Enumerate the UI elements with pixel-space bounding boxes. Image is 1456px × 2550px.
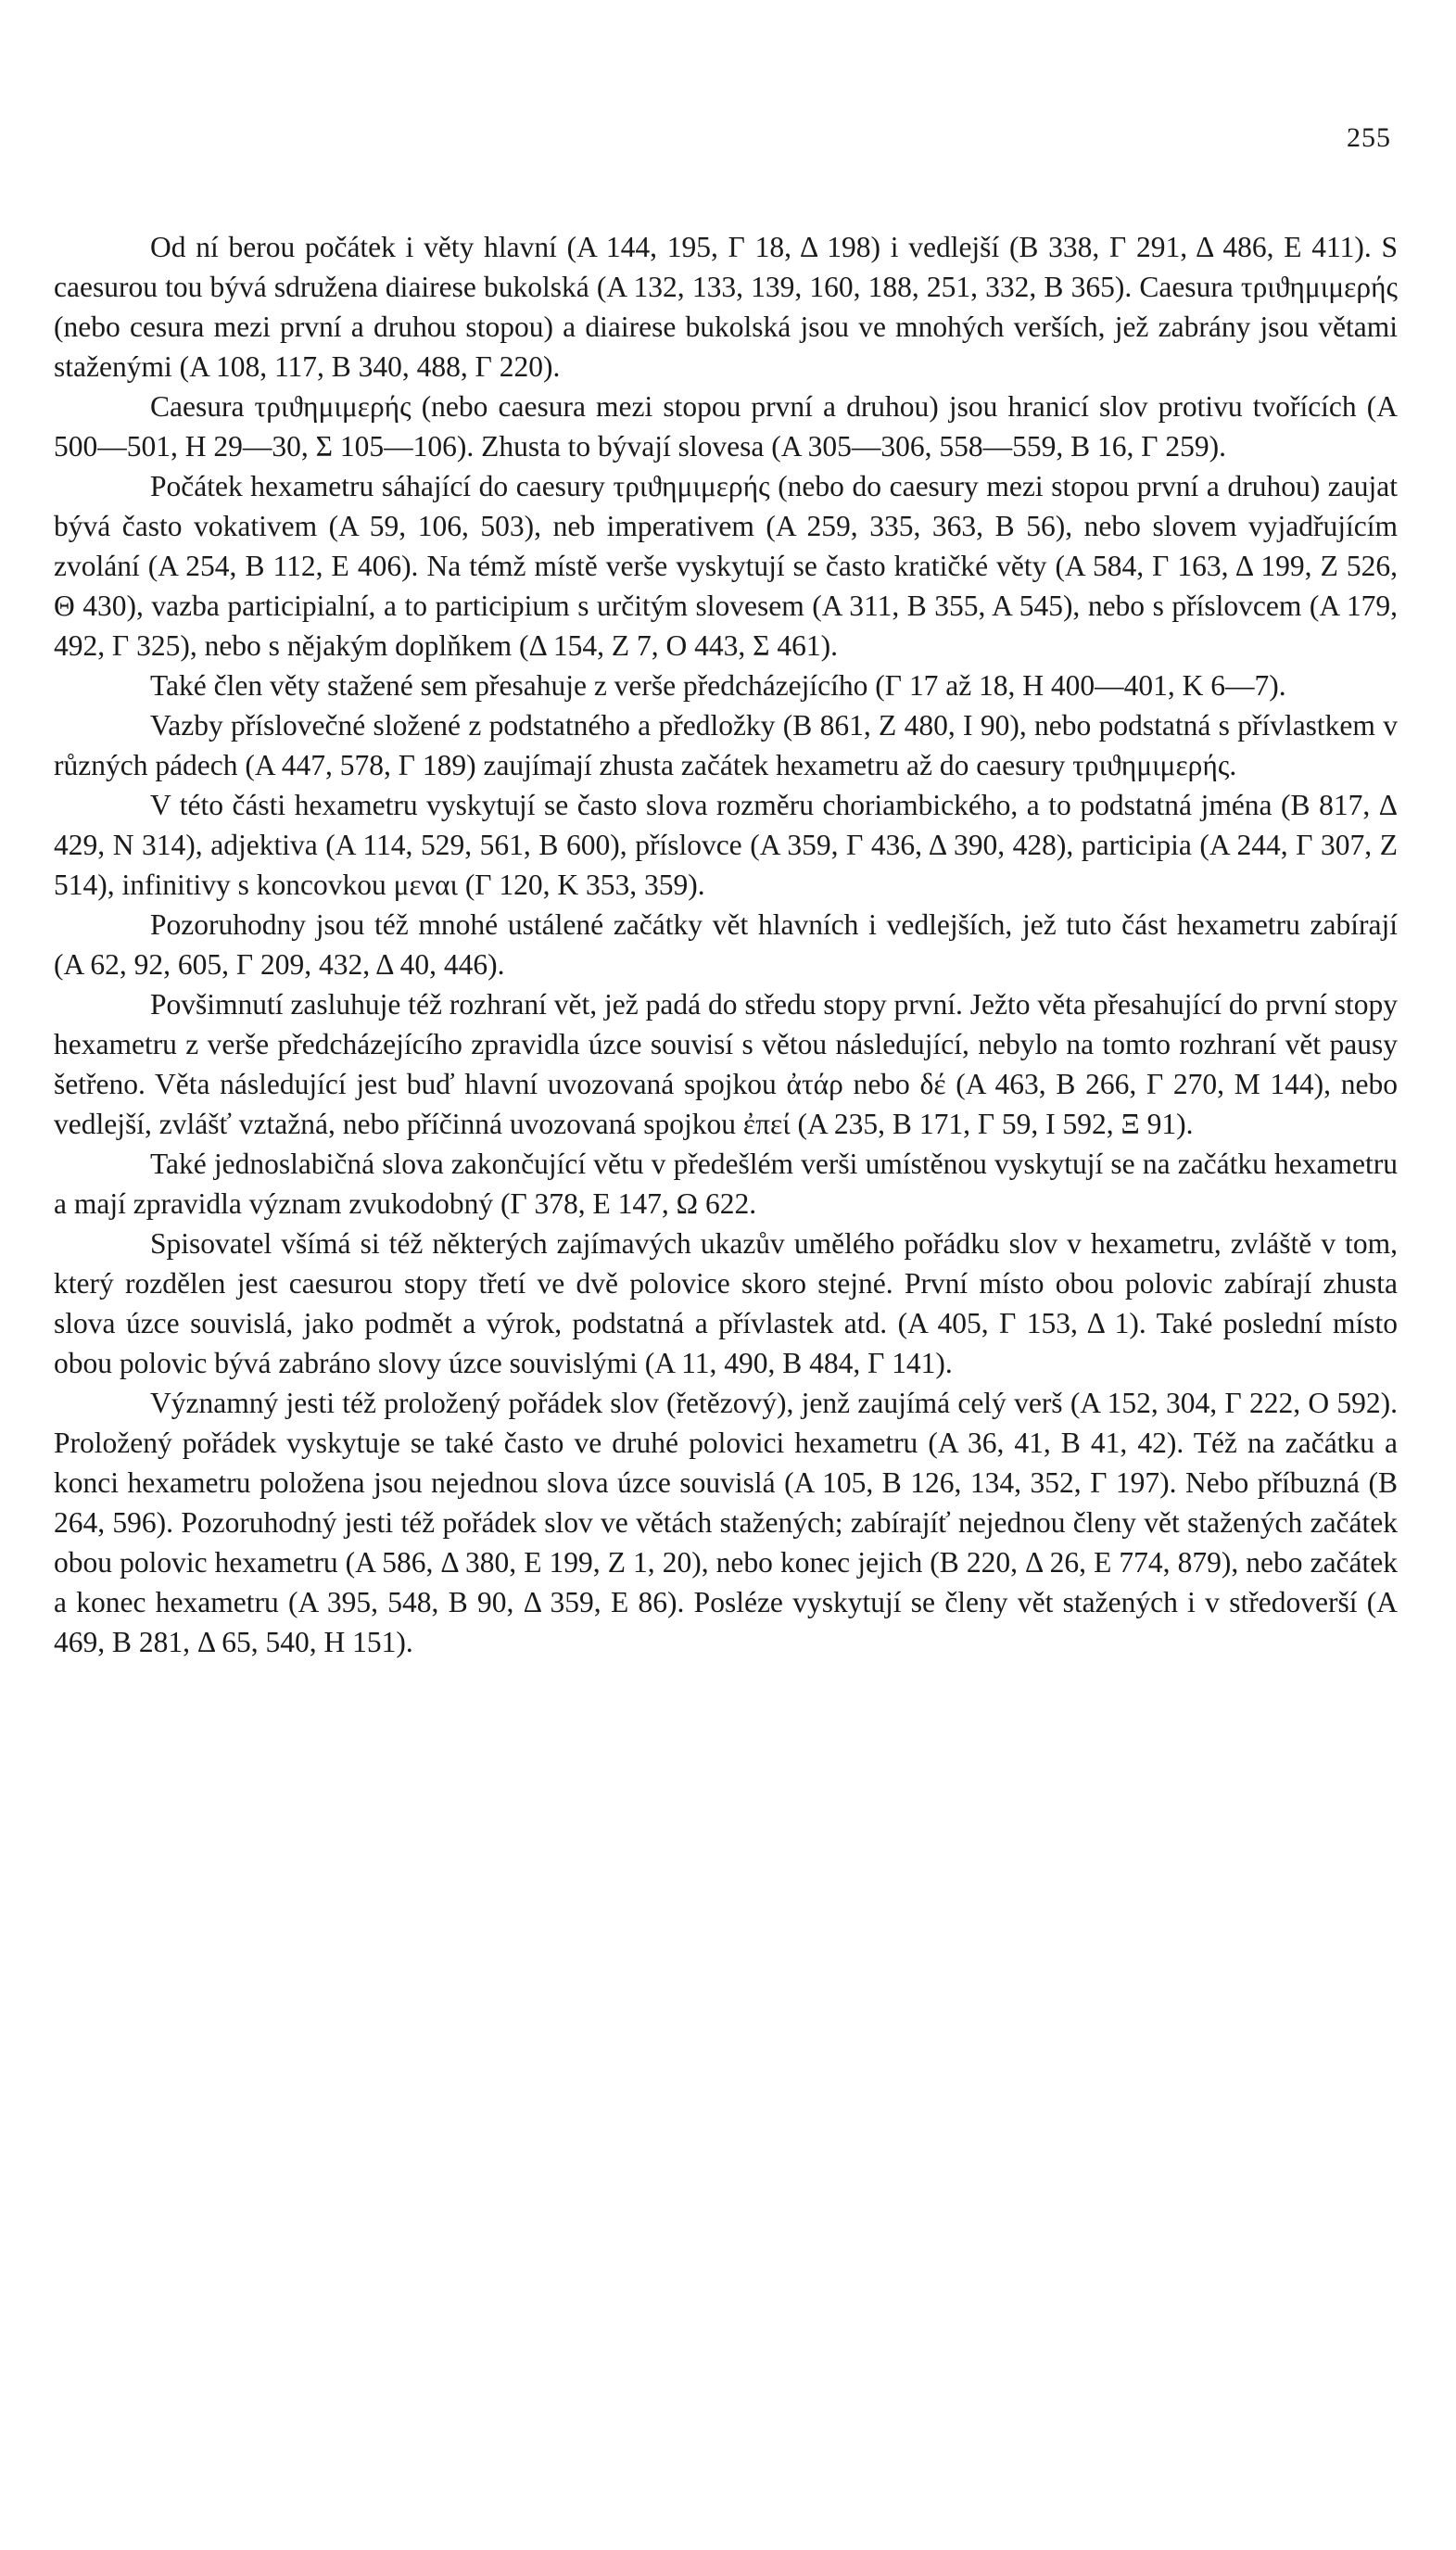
page-number: 255 bbox=[1347, 122, 1391, 153]
paragraph-8: Povšimnutí zasluhuje též rozhraní vět, jež padá do středu stopy první. Ježto věta přesahující do první stopy hexametru z verše předcházejícího zpravidla úzce souvisí s větou následující, nebylo na tomto rozhraní vět pausy šetřeno. Věta následující jest buď hlavní uvozovaná spojkou ἀτάρ nebo δέ (A 463, B 266, Γ 270, M 144), nebo vedlejší, zvlášť vztažná, nebo příčinná uvozovaná spojkou ἐπεί (A 235, B 171, Γ 59, I 592, Ξ 91). bbox=[54, 988, 1398, 1140]
paragraph-6: V této části hexametru vyskytují se často slova rozměru choriambického, a to podstatná jména (B 817, Δ 429, N 314), adjektiva (A 114, 529, 561, B 600), příslovce (A 359, Γ 436, Δ 390, 428), participia (A 244, Γ 307, Z 514), infinitivy s koncovkou μεναι (Γ 120, K 353, 359). bbox=[54, 789, 1398, 901]
paragraph-3: Počátek hexametru sáhající do caesury τριϑημιμερής (nebo do caesury mezi stopou první a druhou) zaujat bývá často vokativem (A 59, 106, 503), neb imperativem (A 259, 335, 363, B 56), nebo slovem vyjadřujícím zvolání (A 254, B 112, E 406). Na témž místě verše vyskytují se často kratičké věty (A 584, Γ 163, Δ 199, Z 526, Θ 430), vazba participialní, a to participium s určitým slovesem (A 311, B 355, A 545), nebo s příslovcem (A 179, 492, Γ 325), nebo s nějakým doplňkem (Δ 154, Z 7, O 443, Σ 461). bbox=[54, 470, 1398, 662]
paragraph-10: Spisovatel všímá si též některých zajímavých ukazův umělého pořádku slov v hexametru, zvláště v tom, který rozdělen jest caesurou stopy třetí ve dvě polovice skoro stejné. První místo obou polovic zabírají zhusta slova úzce souvislá, jako podmět a výrok, podstatná a přívlastek atd. (A 405, Γ 153, Δ 1). Také poslední místo obou polovic bývá zabráno slovy úzce souvislými (A 11, 490, B 484, Γ 141). bbox=[54, 1227, 1398, 1379]
paragraph-1: Od ní berou počátek i věty hlavní (A 144, 195, Γ 18, Δ 198) i vedlejší (B 338, Γ 291, Δ 486, E 411). S caesurou tou bývá sdružena diairese bukolská (A 132, 133, 139, 160, 188, 251, 332, B 365). Caesura τριϑημιμερής (nebo cesura mezi první a druhou stopou) a diairese bukolská jsou ve mnohých verších, jež zabrány jsou větami staženými (A 108, 117, B 340, 488, Γ 220). bbox=[54, 231, 1398, 383]
body-text bbox=[54, 227, 1398, 1662]
paragraph-11: Významný jesti též proložený pořádek slov (řetězový), jenž zaujímá celý verš (A 152, 304, Γ 222, O 592). Proložený pořádek vyskytuje se také často ve druhé polovici hexametru (A 36, 41, B 41, 42). Též na začátku a konci hexametru položena jsou nejednou slova úzce souvislá (A 105, B 126, 134, 352, Γ 197). Nebo příbuzná (B 264, 596). Pozoruhodný jesti též pořádek slov ve větách stažených; zabírajíť nejednou členy vět stažených začátek obou polovic hexametru (A 586, Δ 380, E 199, Z 1, 20), nebo konec jejich (B 220, Δ 26, E 774, 879), nebo začátek a konec hexametru (A 395, 548, B 90, Δ 359, E 86). Posléze vyskytují se členy vět stažených i v středoverší (A 469, B 281, Δ 65, 540, H 151). bbox=[54, 1387, 1398, 1658]
paragraph-5: Vazby příslovečné složené z podstatného a předložky (B 861, Z 480, I 90), nebo podstatná s přívlastkem v různých pádech (A 447, 578, Γ 189) zaujímají zhusta začátek hexametru až do caesury τριϑημιμερής. bbox=[54, 709, 1398, 781]
paragraph-4: Také člen věty stažené sem přesahuje z verše předcházejícího (Γ 17 až 18, H 400—401, K 6—7). bbox=[150, 669, 1286, 702]
paragraph-2: Caesura τριϑημιμερής (nebo caesura mezi stopou první a druhou) jsou hranicí slov protivu tvořících (A 500—501, H 29—30, Σ 105—106). Zhusta to bývají slovesa (A 305—306, 558—559, B 16, Γ 259). bbox=[54, 390, 1398, 463]
paragraph-7: Pozoruhodny jsou též mnohé ustálené začátky vět hlavních i vedlejších, jež tuto část hexametru zabírají (A 62, 92, 605, Γ 209, 432, Δ 40, 446). bbox=[54, 908, 1398, 981]
paragraph-9: Také jednoslabičná slova zakončující větu v předešlém verši umístěnou vyskytují se na začátku hexametru a mají zpravidla význam zvukodobný (Γ 378, E 147, Ω 622. bbox=[54, 1148, 1398, 1220]
